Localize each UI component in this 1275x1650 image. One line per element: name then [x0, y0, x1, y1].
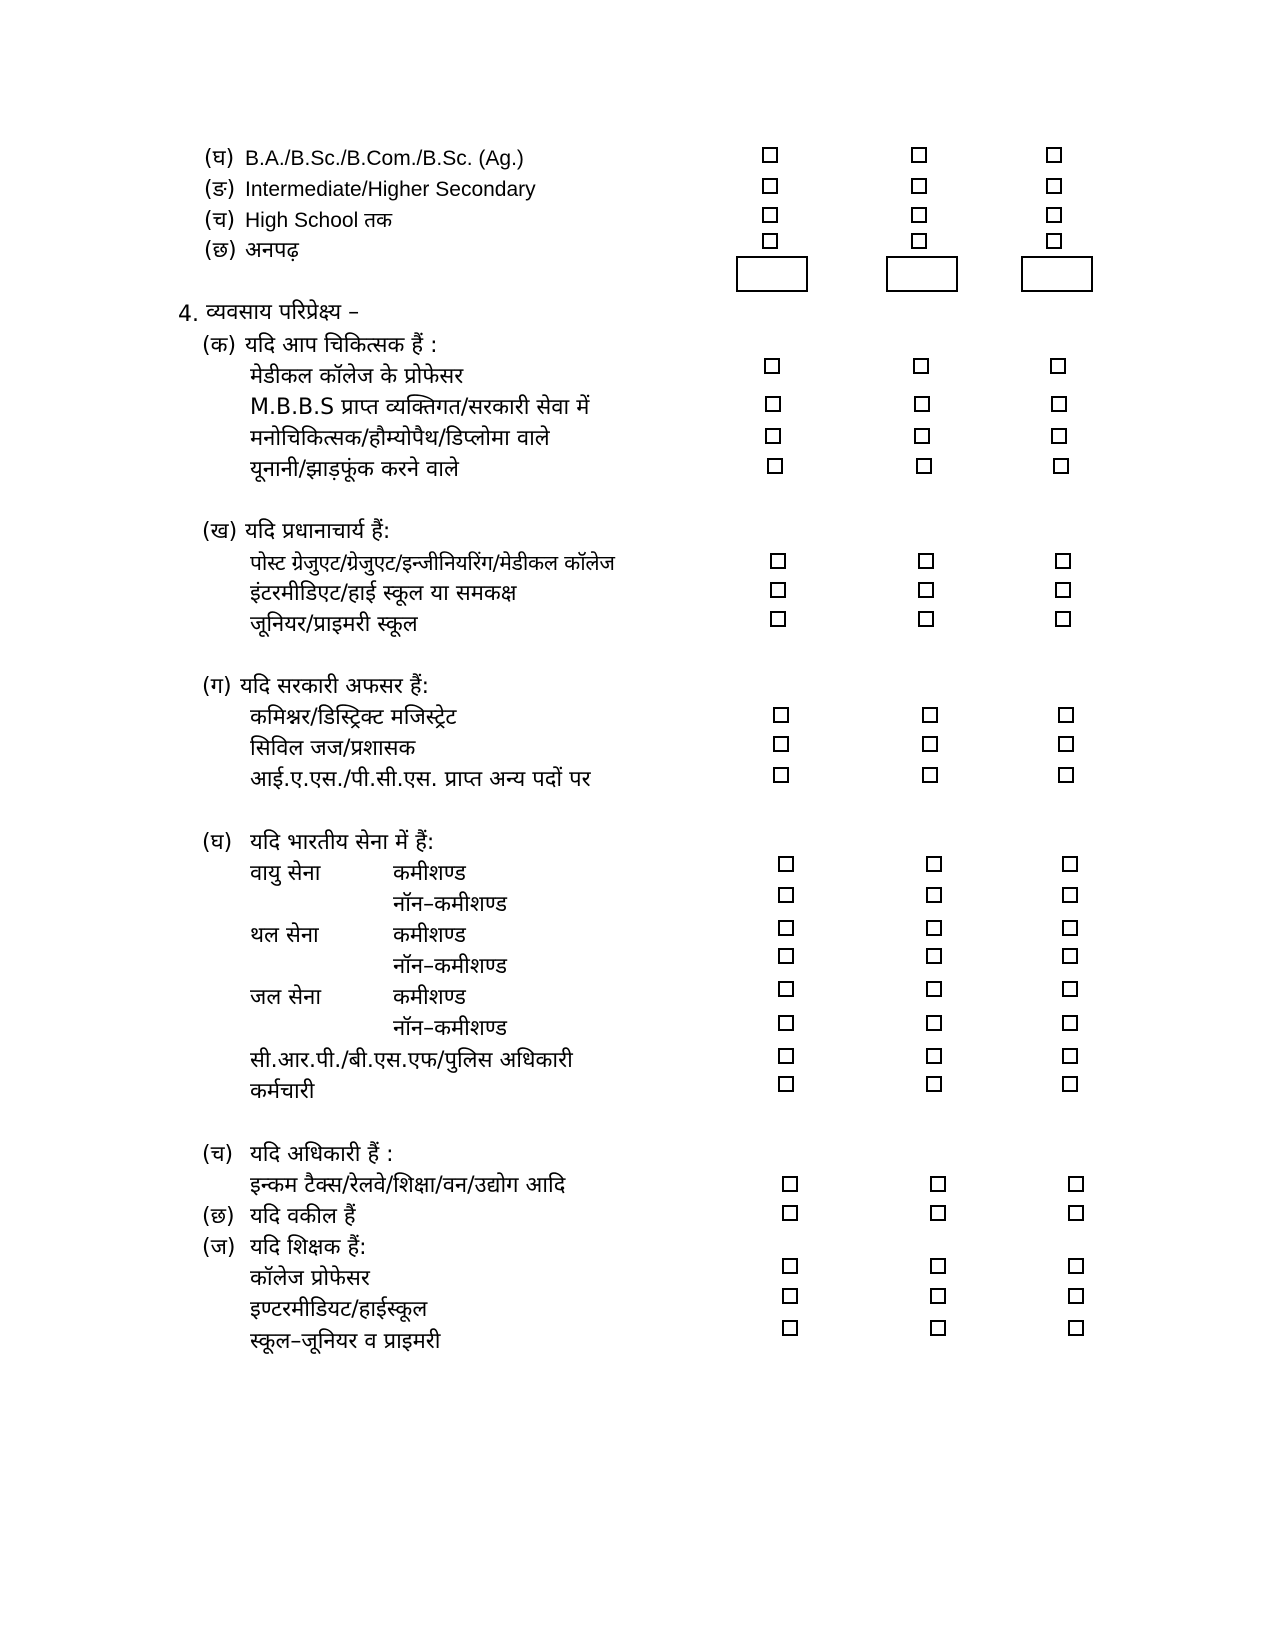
response-checkbox-col3[interactable]: [1055, 611, 1071, 627]
response-checkbox-col2[interactable]: [916, 458, 932, 474]
edu-label-intermediate: Intermediate/Higher Secondary: [245, 178, 536, 201]
response-checkbox-col3[interactable]: [1068, 1205, 1084, 1221]
response-checkbox-col3[interactable]: [1050, 358, 1066, 374]
response-checkbox-col1[interactable]: [764, 358, 780, 374]
response-checkbox-col3[interactable]: [1062, 1015, 1078, 1031]
response-checkbox-col2[interactable]: [914, 428, 930, 444]
response-checkbox-col2[interactable]: [918, 582, 934, 598]
teacher-item-intermediate: इण्टरमीडियट/हाईस्कूल: [250, 1297, 428, 1322]
officer-item-commissioner: कमिश्नर/डिस्ट्रिक्ट मजिस्ट्रेट: [250, 705, 457, 730]
doctor-item-unani: यूनानी/झाड़फूंक करने वाले: [250, 457, 459, 482]
response-checkbox-col1[interactable]: [762, 147, 778, 163]
response-checkbox-col3[interactable]: [1062, 1048, 1078, 1064]
edu-label-graduate: B.A./B.Sc./B.Com./B.Sc. (Ag.): [245, 147, 524, 170]
response-checkbox-col2[interactable]: [930, 1320, 946, 1336]
principal-heading: यदि प्रधानाचार्य हैं:: [245, 519, 391, 544]
response-checkbox-col1[interactable]: [778, 1015, 794, 1031]
response-checkbox-col3[interactable]: [1058, 736, 1074, 752]
response-checkbox-col2[interactable]: [930, 1176, 946, 1192]
response-checkbox-col3[interactable]: [1046, 178, 1062, 194]
response-checkbox-col1[interactable]: [782, 1205, 798, 1221]
edu-marker-chha: (छ): [204, 238, 237, 263]
teacher-marker: (ज): [202, 1235, 236, 1260]
response-checkbox-col3[interactable]: [1062, 856, 1078, 872]
officer-item-ias: आई.ए.एस./पी.सी.एस. प्राप्त अन्य पदों पर: [250, 767, 591, 792]
response-checkbox-col2[interactable]: [926, 1048, 942, 1064]
response-checkbox-col1[interactable]: [773, 767, 789, 783]
army-marker: (घ): [202, 830, 233, 855]
response-checkbox-col2[interactable]: [911, 207, 927, 223]
edu-label-illiterate: अनपढ़: [245, 238, 299, 263]
lawyer-heading: यदि वकील हैं: [250, 1204, 356, 1229]
response-checkbox-col1[interactable]: [782, 1320, 798, 1336]
response-checkbox-col2[interactable]: [926, 948, 942, 964]
response-checkbox-col2[interactable]: [914, 396, 930, 412]
executive-item: इन्कम टैक्स/रेलवे/शिक्षा/वन/उद्योग आदि: [250, 1173, 566, 1198]
army-rank: नॉन–कमीशण्ड: [393, 892, 508, 917]
response-checkbox-col3[interactable]: [1046, 207, 1062, 223]
doctor-item-mbbs: M.B.B.S प्राप्त व्यक्तिगत/सरकारी सेवा में: [250, 395, 590, 420]
response-checkbox-col2[interactable]: [922, 736, 938, 752]
doctor-item-professor: मेडीकल कॉलेज के प्रोफेसर: [250, 364, 464, 389]
executive-marker: (च): [202, 1142, 234, 1167]
army-heading: यदि भारतीय सेना में हैं:: [250, 830, 435, 855]
response-checkbox-col3[interactable]: [1062, 981, 1078, 997]
response-checkbox-col1[interactable]: [770, 553, 786, 569]
doctor-heading: यदि आप चिकित्सक हैं :: [245, 333, 438, 358]
response-checkbox-col2[interactable]: [911, 147, 927, 163]
response-checkbox-col3[interactable]: [1068, 1176, 1084, 1192]
response-checkbox-col1[interactable]: [782, 1176, 798, 1192]
army-rank: नॉन–कमीशण्ड: [393, 1016, 508, 1041]
teacher-item-school: स्कूल–जूनियर व प्राइमरी: [250, 1329, 441, 1354]
response-checkbox-col1[interactable]: [782, 1288, 798, 1304]
army-rank: कमीशण्ड: [393, 861, 466, 886]
response-checkbox-col3[interactable]: [1068, 1258, 1084, 1274]
response-checkbox-col1[interactable]: [765, 396, 781, 412]
response-checkbox-col3[interactable]: [1062, 920, 1078, 936]
army-rank: नॉन–कमीशण्ड: [393, 954, 508, 979]
section-title: व्यवसाय परिप्रेक्ष्य –: [206, 300, 360, 325]
response-checkbox-col1[interactable]: [778, 1076, 794, 1092]
response-checkbox-col2[interactable]: [911, 178, 927, 194]
army-branch-navy: जल सेना: [250, 985, 322, 1010]
army-rank: कमीशण्ड: [393, 923, 466, 948]
response-checkbox-col1[interactable]: [782, 1258, 798, 1274]
response-checkbox-col2[interactable]: [926, 920, 942, 936]
principal-item-intermediate: इंटरमीडिएट/हाई स्कूल या समकक्ष: [250, 581, 517, 606]
response-checkbox-col1[interactable]: [762, 233, 778, 249]
lawyer-marker: (छ): [202, 1204, 235, 1229]
army-police-officer: सी.आर.पी./बी.एस.एफ/पुलिस अधिकारी: [250, 1048, 573, 1073]
response-checkbox-col1[interactable]: [778, 856, 794, 872]
response-checkbox-col2[interactable]: [926, 856, 942, 872]
response-checkbox-col1[interactable]: [762, 207, 778, 223]
edu-marker-cha: (च): [204, 208, 236, 233]
response-checkbox-col2[interactable]: [930, 1258, 946, 1274]
response-checkbox-col1[interactable]: [778, 887, 794, 903]
response-checkbox-col3[interactable]: [1058, 767, 1074, 783]
teacher-heading: यदि शिक्षक हैं:: [250, 1235, 367, 1260]
response-checkbox-col1[interactable]: [767, 458, 783, 474]
army-police-staff: कर्मचारी: [250, 1079, 315, 1104]
response-checkbox-col3[interactable]: [1062, 887, 1078, 903]
officer-heading: यदि सरकारी अफसर हैं:: [240, 674, 430, 699]
response-checkbox-col2[interactable]: [926, 1015, 942, 1031]
section-number: 4.: [178, 302, 199, 327]
response-checkbox-col2[interactable]: [922, 707, 938, 723]
response-checkbox-col3[interactable]: [1062, 948, 1078, 964]
response-checkbox-col2[interactable]: [926, 887, 942, 903]
response-checkbox-col3[interactable]: [1046, 233, 1062, 249]
response-checkbox-col1[interactable]: [778, 1048, 794, 1064]
response-checkbox-col2[interactable]: [911, 233, 927, 249]
teacher-item-college: कॉलेज प्रोफेसर: [250, 1266, 370, 1291]
response-checkbox-col1[interactable]: [770, 611, 786, 627]
officer-item-civil-judge: सिविल जज/प्रशासक: [250, 736, 416, 761]
response-checkbox-col1[interactable]: [778, 920, 794, 936]
principal-item-junior: जूनियर/प्राइमरी स्कूल: [250, 612, 418, 637]
response-checkbox-col1[interactable]: [765, 428, 781, 444]
response-checkbox-col3[interactable]: [1058, 707, 1074, 723]
response-checkbox-col2[interactable]: [913, 358, 929, 374]
response-checkbox-col2[interactable]: [922, 767, 938, 783]
army-rank: कमीशण्ड: [393, 985, 466, 1010]
army-branch-land: थल सेना: [250, 923, 319, 948]
response-checkbox-col3[interactable]: [1055, 582, 1071, 598]
response-checkbox-col3[interactable]: [1055, 553, 1071, 569]
edu-label-high-school: High School तक: [245, 209, 393, 232]
principal-item-postgraduate: पोस्ट ग्रेजुएट/ग्रेजुएट/इन्जीनियरिंग/मेडीकल कॉलेज: [250, 551, 615, 575]
response-checkbox-col3[interactable]: [1068, 1288, 1084, 1304]
edu-marker-gha: (घ): [204, 146, 235, 171]
total-box-col1[interactable]: [736, 256, 808, 292]
response-checkbox-col1[interactable]: [778, 981, 794, 997]
response-checkbox-col2[interactable]: [918, 553, 934, 569]
response-checkbox-col1[interactable]: [773, 707, 789, 723]
response-checkbox-col3[interactable]: [1068, 1320, 1084, 1336]
total-box-col3[interactable]: [1021, 256, 1093, 292]
response-checkbox-col2[interactable]: [926, 981, 942, 997]
edu-marker-nga: (ङ): [204, 177, 236, 202]
response-checkbox-col3[interactable]: [1051, 396, 1067, 412]
army-branch-airforce: वायु सेना: [250, 861, 321, 886]
doctor-marker: (क): [202, 333, 237, 358]
response-checkbox-col3[interactable]: [1046, 147, 1062, 163]
response-checkbox-col3[interactable]: [1062, 1076, 1078, 1092]
response-checkbox-col3[interactable]: [1051, 428, 1067, 444]
doctor-item-psychiatrist: मनोचिकित्सक/हौम्योपैथ/डिप्लोमा वाले: [250, 426, 550, 451]
total-box-col2[interactable]: [886, 256, 958, 292]
officer-marker: (ग): [202, 674, 232, 699]
principal-marker: (ख): [202, 519, 238, 544]
response-checkbox-col1[interactable]: [762, 178, 778, 194]
response-checkbox-col1[interactable]: [773, 736, 789, 752]
response-checkbox-col2[interactable]: [930, 1205, 946, 1221]
response-checkbox-col3[interactable]: [1053, 458, 1069, 474]
response-checkbox-col2[interactable]: [926, 1076, 942, 1092]
executive-heading: यदि अधिकारी हैं :: [250, 1142, 394, 1167]
response-checkbox-col1[interactable]: [778, 948, 794, 964]
response-checkbox-col2[interactable]: [918, 611, 934, 627]
response-checkbox-col2[interactable]: [930, 1288, 946, 1304]
response-checkbox-col1[interactable]: [770, 582, 786, 598]
